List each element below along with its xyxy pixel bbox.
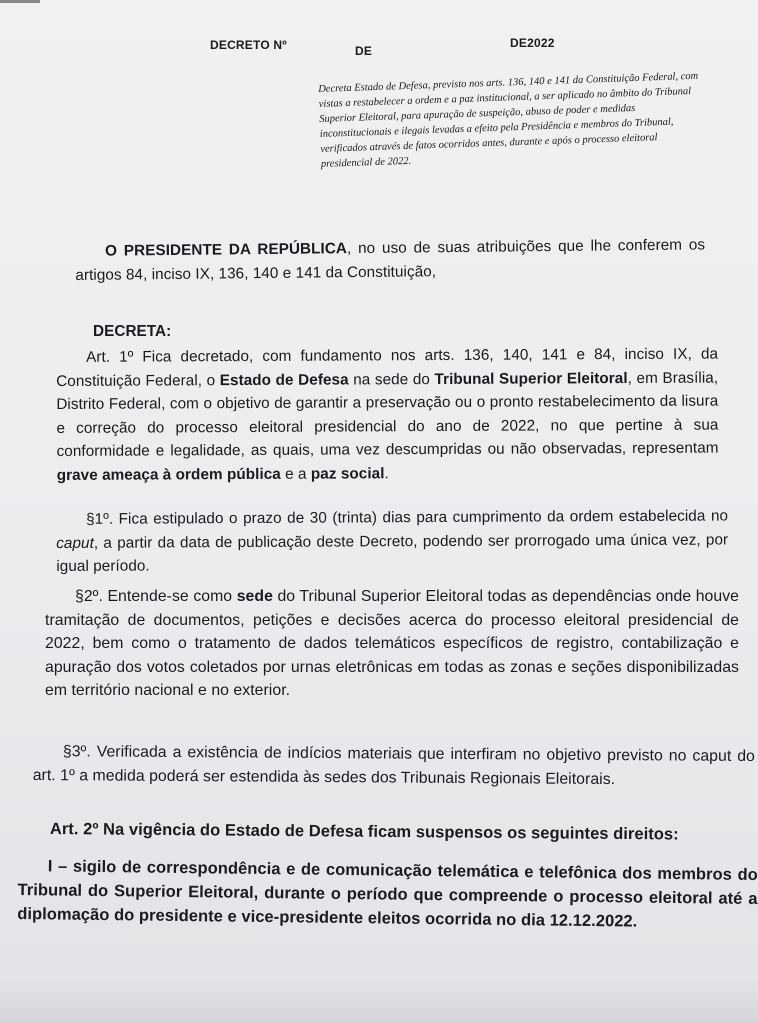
- article-1-text: e a: [280, 465, 311, 483]
- paragraph-1-text: , a partir da data de publicação deste Decreto, podendo ser prorrogado uma única vez, por igual período.: [56, 530, 729, 575]
- inciso-1-text: I – sigilo de correspondência e de comunicação telemática e telefônica dos membros do Tribunal do Superior Eleitoral, durante o período que compreende o processo eleitoral até a diplomação do presidente e vice-presidente eleitos ocorrida no dia 12.12.2022.: [17, 857, 758, 931]
- paragraph-2: [45, 585, 739, 703]
- article-1-text: .: [384, 464, 389, 482]
- page-edge-line: [0, 0, 40, 3]
- article-1-text: Art. 1º Fica decretado, com fundamento nos arts. 136, 140, 141 e 84, inciso IX, da Constituição Federal, o: [56, 345, 719, 390]
- page-bottom-shadow: [0, 980, 758, 1023]
- decree-year-label: DE2022: [510, 36, 555, 50]
- paragraph-2-text: §2º. Entende-se como: [75, 588, 237, 605]
- decreta-heading: DECRETA:: [93, 323, 172, 340]
- decree-number-label: DECRETO Nº: [210, 38, 287, 52]
- article-1-bold: paz social: [310, 464, 385, 483]
- decree-date-label: DE: [355, 44, 373, 58]
- paragraph-3: [33, 740, 755, 792]
- preamble-subject: O PRESIDENTE DA REPÚBLICA: [105, 240, 348, 260]
- article-1-text: , em Brasília, Distrito Federal, com o objetivo de garantir a preservação ou o pronto restabelecimento da lisura e correção do processo eleitoral presidencial do ano de 2022, no que pertine à sua conformidade e legalidade, as quais, uma vez descumpridas ou não observadas, representam: [56, 369, 719, 460]
- decree-summary: Decreta Estado de Defesa, previsto nos arts. 136, 140 e 141 da Constituição Federal, com vistas a restabelecer a ordem e a paz institucional, a ser aplicado no âmbito do Tribunal Superior Eleitoral, para apuração de suspeição, abuso de poder e medidas inconstitucionais e ilegais levadas a efeito pela Presidência e membros do Tribunal, verificados através de fatos ocorridos antes, durante e após o processo eleitoral presidencial de 2022.: [318, 70, 699, 170]
- paragraph-1-text: §1º. Fica estipulado o prazo de 30 (trinta) dias para cumprimento da ordem estabelecida no: [86, 507, 729, 528]
- article-1-bold: Estado de Defesa: [219, 370, 349, 389]
- article-1-text: na sede do: [348, 370, 435, 388]
- decree-header: [0, 36, 758, 58]
- preamble-paragraph: [75, 233, 705, 287]
- article-1: [56, 343, 719, 487]
- paragraph-3-text: §3º. Verificada a existência de indícios materiais que interfiram no objetivo previsto no caput do art. 1º a medida poderá ser estendida às sedes dos Tribunais Regionais Eleitorais.: [32, 743, 755, 788]
- article-1-bold: grave ameaça à ordem pública: [56, 465, 281, 484]
- paragraph-1: [56, 504, 728, 578]
- paragraph-1-italic: caput: [56, 534, 94, 552]
- paragraph-2-text: do Tribunal Superior Eleitoral todas as dependências onde houve tramitação de documentos, petições e decisões acerca do processo eleitoral presidencial de 2022, bem como o tratamento de dados telemáticos específicos de registro, contabilização e apuração dos votos coletados por urnas eletrônicas em todas as zonas e seções disponibilizadas em território nacional e no exterior.: [45, 588, 740, 699]
- article-2: Art. 2º Na vigência do Estado de Defesa ficam suspensos os seguintes direitos:: [49, 819, 679, 844]
- inciso-1: [17, 854, 758, 935]
- article-1-bold: Tribunal Superior Eleitoral: [434, 369, 628, 388]
- preamble-text: , no uso de suas atribuições que lhe conferem os artigos 84, inciso IX, 136, 140 e 141 da Constituição,: [75, 236, 706, 284]
- paragraph-2-bold: sede: [236, 588, 273, 605]
